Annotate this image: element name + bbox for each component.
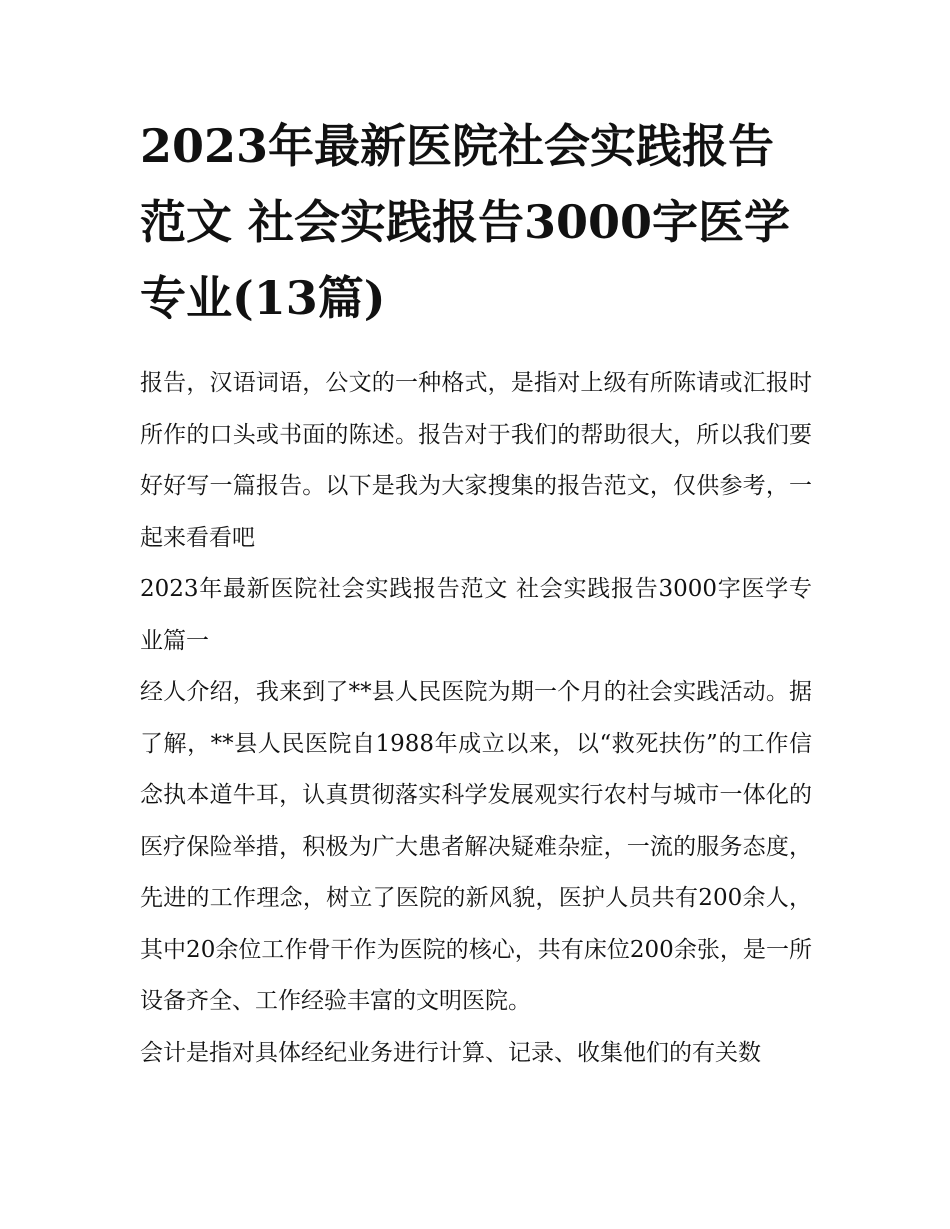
body-paragraph-2: 会计是指对具体经纪业务进行计算、记录、收集他们的有关数 (140, 1039, 761, 1066)
document-title: 2023年最新医院社会实践报告范文 社会实践报告3000字医学专业(13篇) (140, 119, 791, 325)
body-paragraph-1: 经人介绍，我来到了**县人民医院为期一个月的社会实践活动。据了解，**县人民医院自1988年成立以来，以“救死扶伤”的工作信念执本道牛耳，认真贯彻落实科学发展观实行农村与城市一体化的医疗保险举措，积极为广大患者解决疑难杂症，一流的服务态度，先进的工作理念，树立了医院的新风貌，医护人员共有200余人，其中20余位工作骨干作为医院的核心，共有床位200余张，是一所设备齐全、工作经验丰富的文明医院。 (140, 679, 812, 1014)
intro-paragraph: 报告，汉语词语，公文的一种格式，是指对上级有所陈请或汇报时所作的口头或书面的陈述。报告对于我们的帮助很大，所以我们要好好写一篇报告。以下是我为大家搜集的报告范文，仅供参考，一起来看看吧 (140, 370, 812, 551)
document-page (140, 108, 812, 1079)
section-heading: 2023年最新医院社会实践报告范文 社会实践报告3000字医学专业篇一 (140, 576, 812, 654)
